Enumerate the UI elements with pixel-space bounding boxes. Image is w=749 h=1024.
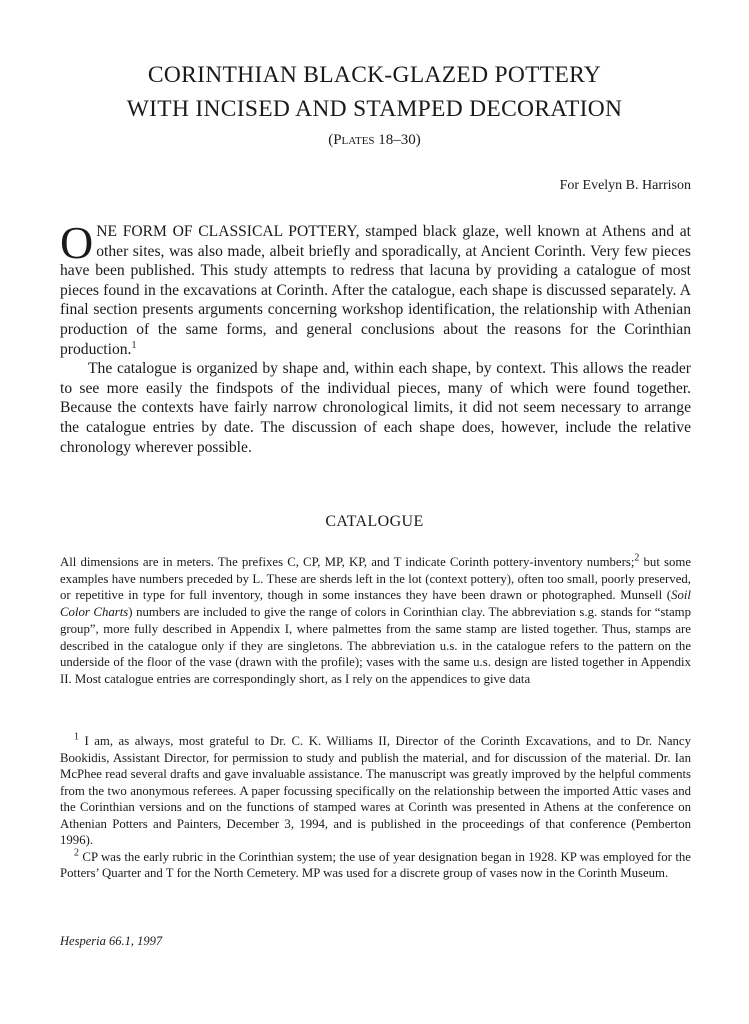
- footnote-1-text: I am, as always, most grateful to Dr. C. K. Williams II, Director of the Corinth Excavations, and to Dr. Nancy Bookidis, Assistant Director, for permission to study and publish the material, and for discussion of the material. Dr. Ian McPhee read several drafts and gave invaluable assistance. The manuscript was greatly improved by the helpful comments from the two anonymous referees. A paper focussing specifically on the relationship between the imported Attic vases and the Corinthian versions and on the functions of stamped wares at Corinth was presented in Athens at the conference on Athenian Potters and Painters, December 3, 1994, and is published in the proceedings of that conference (Pemberton 1996).: [60, 734, 691, 847]
- catalogue-italic-title: Soil Color Charts: [60, 588, 691, 620]
- drop-cap: O: [60, 217, 94, 268]
- plates-reference: [60, 132, 689, 149]
- catalogue-text-c: ) numbers are included to give the range of colors in Corinthian clay. The abbreviation s.g. stands for “stamp group”, more fully described in Appendix I, where palmettes from the same stamp are listed together. Thus, stamps are described in the catalogue only if they are singletons. The abbreviation u.s. in the catalogue refers to the pattern on the underside of the floor of the vase (drawn with the profile); vases with the same u.s. design are listed together in Appendix II. Most catalogue entries are correspondingly short, as I rely on the appendices to give data: [60, 605, 691, 686]
- intro-paragraph-1: [60, 217, 692, 359]
- catalogue-text-a: All dimensions are in meters. The prefixes C, CP, MP, KP, and T indicate Corinth pottery-inventory numbers;: [60, 555, 635, 569]
- footnote-1: [60, 733, 691, 849]
- dedication: For Evelyn B. Harrison: [559, 178, 691, 193]
- footnote-1-number: 1: [74, 731, 79, 743]
- catalogue-text-b: but some examples have numbers preceded by L. These are sherds left in the lot (context pottery), often too small, poorly preserved, or repetitive in type for full inventory, though in some instances they have been drawn or photographed. Munsell (: [60, 555, 691, 603]
- section-heading-catalogue: CATALOGUE: [325, 513, 424, 530]
- title-line-1: CORINTHIAN BLACK-GLAZED POTTERY: [147, 62, 602, 88]
- footnote-2-number: 2: [74, 847, 79, 859]
- intro-body: [60, 217, 692, 457]
- catalogue-intro: [60, 554, 691, 688]
- article-title: [60, 58, 689, 126]
- intro-paragraph-1-text: stamped black glaze, well known at Athens and at other sites, was also made, albeit briefly and sporadically, at Ancient Corinth. Very few pieces have been published. This study attempts to redress that lacuna by providing a catalogue of most pieces found in the excavations at Corinth. After the catalogue, each shape is discussed separately. A final section presents arguments concerning workshop identification, the relationship with Athenian production of the same forms, and general conclusions about the reasons for the Corinthian production.: [60, 223, 692, 358]
- plates-label: Plates: [333, 132, 375, 148]
- journal-citation: Hesperia 66.1, 1997: [60, 934, 163, 948]
- footnote-ref-2[interactable]: 2: [634, 552, 640, 564]
- intro-paragraph-2: The catalogue is organized by shape and, within each shape, by context. This allows the reader to see more easily the findspots of the individual pieces, many of which were found together. Because the contexts have fairly narrow chronological limits, it did not seem necessary to arrange the catalogue entries by date. The discussion of each shape does, however, include the relative chronology wherever possible.: [60, 360, 691, 456]
- plates-range: 18–30): [374, 132, 421, 148]
- footnote-2: [60, 849, 691, 882]
- intro-lead-caps: NE FORM OF CLASSICAL POTTERY,: [96, 223, 360, 240]
- footnote-ref-1[interactable]: 1: [131, 339, 137, 351]
- plates-open: (: [328, 132, 334, 148]
- footnotes: [60, 733, 691, 882]
- footnote-2-text: CP was the early rubric in the Corinthian system; the use of year designation began in 1928. KP was employed for the Potters’ Quarter and T for the North Cemetery. MP was used for a discrete group of vases now in the Corinth Museum.: [60, 849, 691, 880]
- title-line-2: WITH INCISED AND STAMPED DECORATION: [126, 96, 623, 122]
